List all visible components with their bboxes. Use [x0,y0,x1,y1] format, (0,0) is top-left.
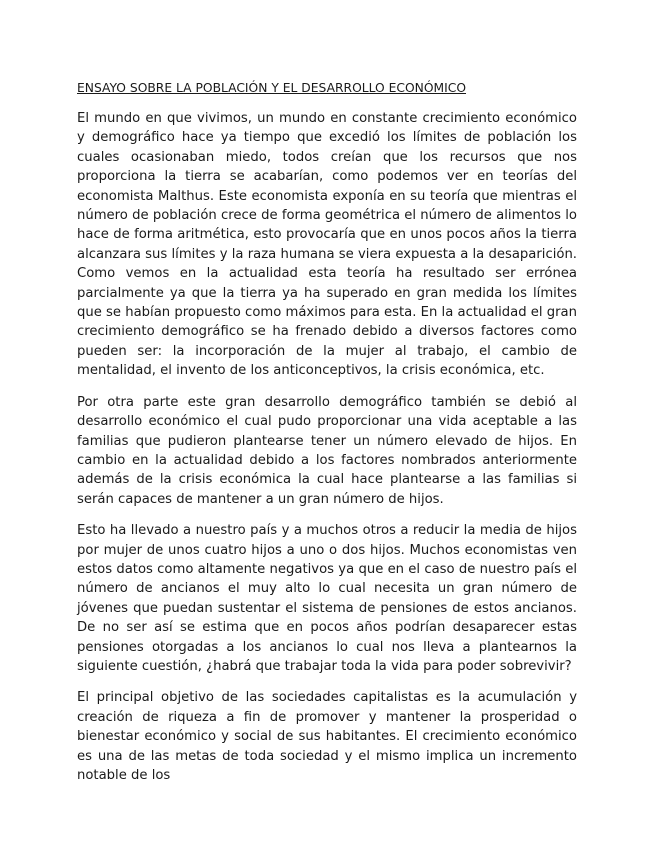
paragraph-2: Por otra parte este gran desarrollo demográfico también se debió al desarrollo económico el cual pudo proporcionar una vida aceptable a las familias que pudieron plantearse tener un número elevado de hijos. En cambio en la actualidad debido a los factores nombrados anteriormente además de la crisis económica la cual hace plantearse a las familias si serán capaces de mantener a un gran número de hijos. [77,394,577,507]
paragraph-4: El principal objetivo de las sociedades capitalistas es la acumulación y creación de riqueza a fin de promover y mantener la prosperidad o bienestar económico y social de sus habitantes. El crecimiento económico es una de las metas de toda sociedad y el mismo implica un incremento notable de los [77,690,577,783]
paragraph-3: Esto ha llevado a nuestro país y a muchos otros a reducir la media de hijos por mujer de unos cuatro hijos a uno o dos hijos. Muchos economistas ven estos datos como altamente negativos ya que en el caso de nuestro país el número de ancianos el muy alto lo cual necesita un gran número de jóvenes que puedan sustentar el sistema de pensiones de estos ancianos. De no ser así se estima que en pocos años podrían desaparecer estas pensiones otorgadas a los ancianos lo cual nos lleva a plantearnos la siguiente cuestión, ¿habrá que trabajar toda la vida para poder sobrevivir? [77,523,577,674]
document-title: ENSAYO SOBRE LA POBLACIÓN Y EL DESARROLLO ECONÓMICO [77,81,467,95]
document-body [77,80,577,797]
paragraph-1: El mundo en que vivimos, un mundo en constante crecimiento económico y demográfico hace ya tiempo que excedió los límites de población los cuales ocasionaban miedo, todos creían que los recursos que nos proporciona la tierra se acabarían, como podemos ver en teorías del economista Malthus. Este economista exponía en su teoría que mientras el número de población crece de forma geométrica el número de alimentos lo hace de forma aritmética, esto provocaría que en unos pocos años la tierra alcanzara sus límites y la raza humana se viera expuesta a la desaparición. Como vemos en la actualidad esta teoría ha resultado ser errónea parcialmente ya que la tierra ya ha superado en gran medida los límites que se habían propuesto como máximos para esta. En la actualidad el gran crecimiento demográfico se ha frenado debido a diversos factores como pueden ser: la incorporación de la mujer al trabajo, el cambio de mentalidad, el invento de los anticonceptivos, la crisis económica, etc. [77,111,577,379]
